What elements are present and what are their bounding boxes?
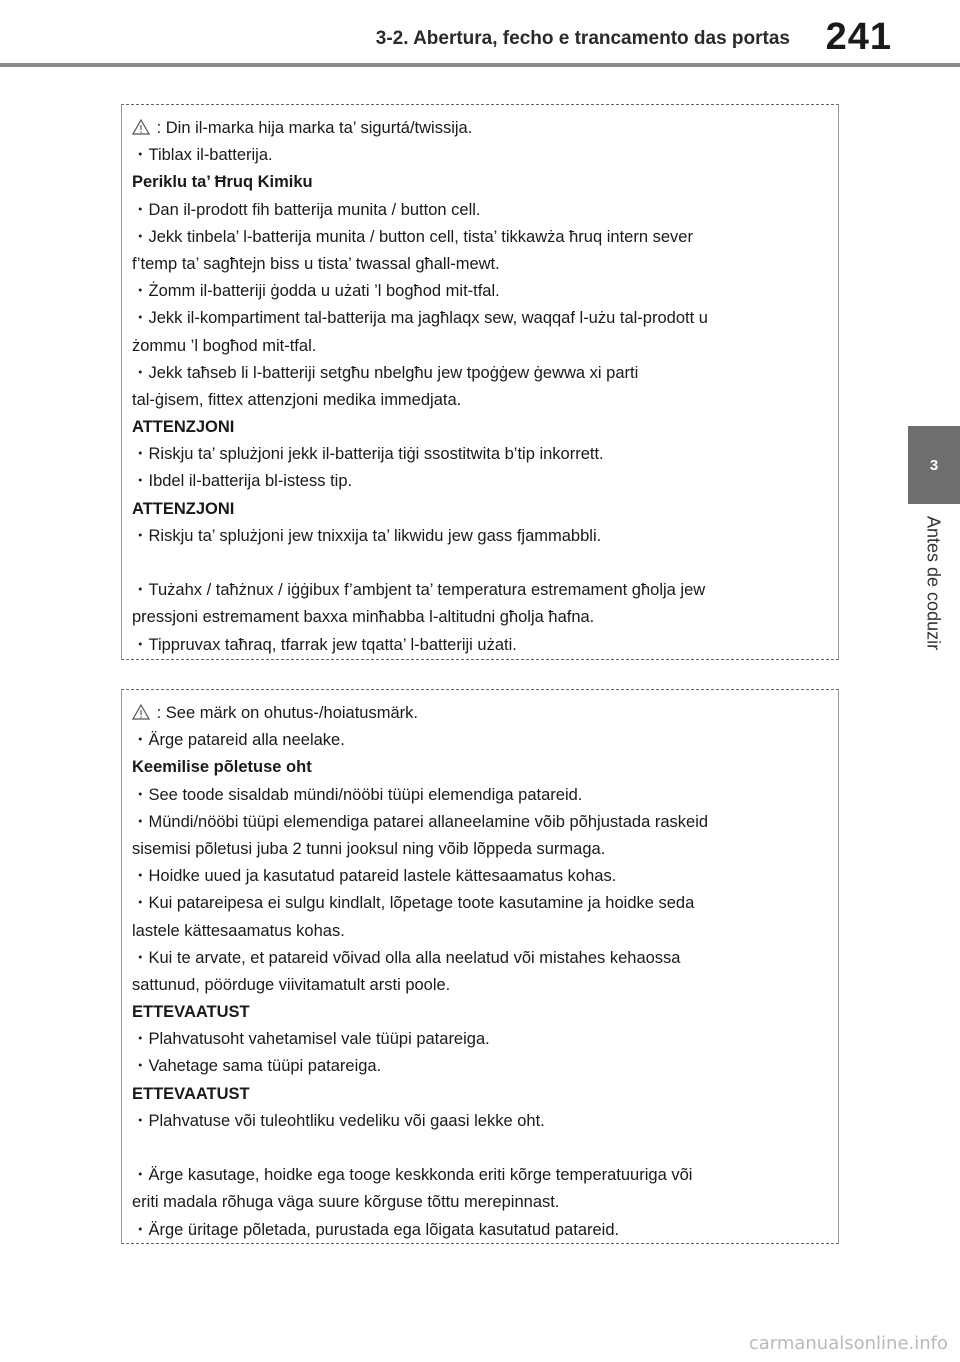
warning-line	[132, 782, 828, 809]
warning-line	[132, 142, 828, 169]
line-text: f’temp ta’ sagħtejn biss u tista’ twassal għall-mewt.	[132, 254, 500, 273]
warning-heading	[132, 754, 828, 781]
warning-line	[132, 1026, 828, 1053]
line-text: pressjoni estremament baxxa minħabba l-altitudni għolja ħafna.	[132, 608, 595, 627]
line-text: ・Plahvatusoht vahetamisel vale tüüpi patareiga.	[132, 1030, 490, 1049]
warning-line	[132, 918, 828, 945]
line-text: ・Dan il-prodott fih batterija munita / button cell.	[132, 200, 481, 219]
section-title: 3-2. Abertura, fecho e trancamento das portas	[375, 28, 790, 49]
line-text: sisemisi põletusi juba 2 tunni jooksul ning võib lõppeda surmaga.	[132, 839, 606, 858]
warning-line	[132, 278, 828, 305]
warning-line	[132, 224, 828, 251]
warning-heading	[132, 414, 828, 441]
line-text: ・Ibdel il-batterija bl-istess tip.	[132, 472, 353, 491]
warning-line	[132, 604, 828, 631]
warning-line	[132, 1135, 828, 1162]
line-text: ・Jekk il-kompartiment tal-batterija ma jagħlaqx sew, waqqaf l-użu tal-prodott u	[132, 309, 708, 328]
line-text: ETTEVAATUST	[132, 1003, 250, 1022]
warning-line	[132, 251, 828, 278]
warning-triangle-icon	[132, 704, 150, 720]
line-text: tal-ġisem, fittex attenzjoni medika immedjata.	[132, 390, 462, 409]
warning-heading	[132, 1081, 828, 1108]
header-rule	[0, 63, 960, 67]
line-text: ・Mündi/nööbi tüüpi elemendiga patarei allaneelamine võib põhjustada raskeid	[132, 812, 709, 831]
line-text: ・Ärge patareid alla neelake.	[132, 731, 345, 750]
line-text: ATTENZJONI	[132, 418, 235, 437]
warning-line	[132, 1217, 828, 1244]
warning-line	[132, 945, 828, 972]
warning-line	[132, 1189, 828, 1216]
page-number: 241	[825, 16, 892, 58]
line-text: lastele kättesaamatus kohas.	[132, 921, 345, 940]
warning-line	[132, 360, 828, 387]
line-text: ATTENZJONI	[132, 499, 235, 518]
warning-line	[132, 305, 828, 332]
line-text: ・Kui patareipesa ei sulgu kindlalt, lõpetage toote kasutamine ja hoidke seda	[132, 894, 695, 913]
warning-line	[132, 441, 828, 468]
line-text: ・Tużahx / taħżnux / iġġibux f’ambjent ta’ temperatura estremament għolja jew	[132, 581, 706, 600]
line-text: ・Jekk tinbela’ l-batterija munita / button cell, tista’ tikkawża ħruq intern sever	[132, 227, 693, 246]
line-text: ・Ärge kasutage, hoidke ega tooge keskkonda eriti kõrge temperatuuriga või	[132, 1166, 693, 1185]
warning-heading	[132, 496, 828, 523]
warning-box-maltese	[121, 104, 839, 660]
line-text: : See märk on ohutus-/hoiatusmärk.	[156, 704, 418, 722]
warning-line	[132, 468, 828, 495]
line-text: ・Kui te arvate, et patareid võivad olla alla neelatud või mistahes kehaossa	[132, 948, 681, 967]
chapter-label: Antes de coduzir	[923, 516, 944, 651]
line-text: ・Hoidke uued ja kasutatud patareid lastele kättesaamatus kohas.	[132, 867, 617, 886]
line-text: ・Plahvatuse või tuleohtliku vedeliku või gaasi lekke oht.	[132, 1111, 545, 1130]
line-text: ・Tiblax il-batterija.	[132, 146, 273, 165]
warning-line	[132, 863, 828, 890]
warning-line	[132, 523, 828, 550]
warning-line	[132, 1108, 828, 1135]
warning-line	[132, 333, 828, 360]
warning-box-estonian	[121, 689, 839, 1244]
warning-line	[132, 115, 828, 142]
warning-triangle-icon	[132, 119, 150, 135]
line-text: Keemilise põletuse oht	[132, 758, 312, 777]
warning-line	[132, 727, 828, 754]
warning-line	[132, 890, 828, 917]
warning-line	[132, 809, 828, 836]
warning-line	[132, 972, 828, 999]
line-text: ・Vahetage sama tüüpi patareiga.	[132, 1057, 382, 1076]
warning-lines-maltese	[132, 115, 828, 659]
warning-line	[132, 700, 828, 727]
warning-line	[132, 550, 828, 577]
warning-line	[132, 1053, 828, 1080]
warning-line	[132, 387, 828, 414]
line-text: ・Tippruvax taħraq, tfarrak jew tqatta’ l-batteriji użati.	[132, 635, 517, 654]
chapter-tab	[908, 426, 960, 504]
warning-line	[132, 197, 828, 224]
warning-line	[132, 1162, 828, 1189]
line-text: Periklu ta’ Ħruq Kimiku	[132, 173, 313, 192]
line-text: ・Ärge üritage põletada, purustada ega lõigata kasutatud patareid.	[132, 1220, 620, 1239]
line-text: ・Riskju ta’ splużjoni jew tnixxija ta’ likwidu jew gass fjammabbli.	[132, 526, 602, 545]
line-text: żommu ’l bogħod mit-tfal.	[132, 336, 317, 355]
watermark: carmanualsonline.info	[748, 1333, 948, 1354]
warning-line	[132, 577, 828, 604]
page-header	[0, 0, 960, 64]
line-text: ・Jekk taħseb li l-batteriji setgħu nbelgħu jew tpoġġew ġewwa xi parti	[132, 363, 639, 382]
line-text: ・Riskju ta’ splużjoni jekk il-batterija tiġi ssostitwita b’tip inkorrett.	[132, 445, 604, 464]
warning-heading	[132, 999, 828, 1026]
line-text: ・Żomm il-batteriji ġodda u użati ’l bogħod mit-tfal.	[132, 282, 500, 301]
line-text: eriti madala rõhuga väga suure kõrguse tõttu merepinnast.	[132, 1193, 560, 1212]
warning-lines-estonian	[132, 700, 828, 1244]
warning-heading	[132, 169, 828, 196]
warning-line	[132, 632, 828, 659]
chapter-number: 3	[929, 456, 939, 474]
warning-line	[132, 836, 828, 863]
line-text: ・See toode sisaldab mündi/nööbi tüüpi elemendiga patareid.	[132, 785, 583, 804]
line-text: ETTEVAATUST	[132, 1084, 250, 1103]
line-text: sattunud, pöörduge viivitamatult arsti poole.	[132, 975, 451, 994]
line-text: : Din il-marka hija marka ta’ sigurtá/twissija.	[156, 119, 473, 137]
